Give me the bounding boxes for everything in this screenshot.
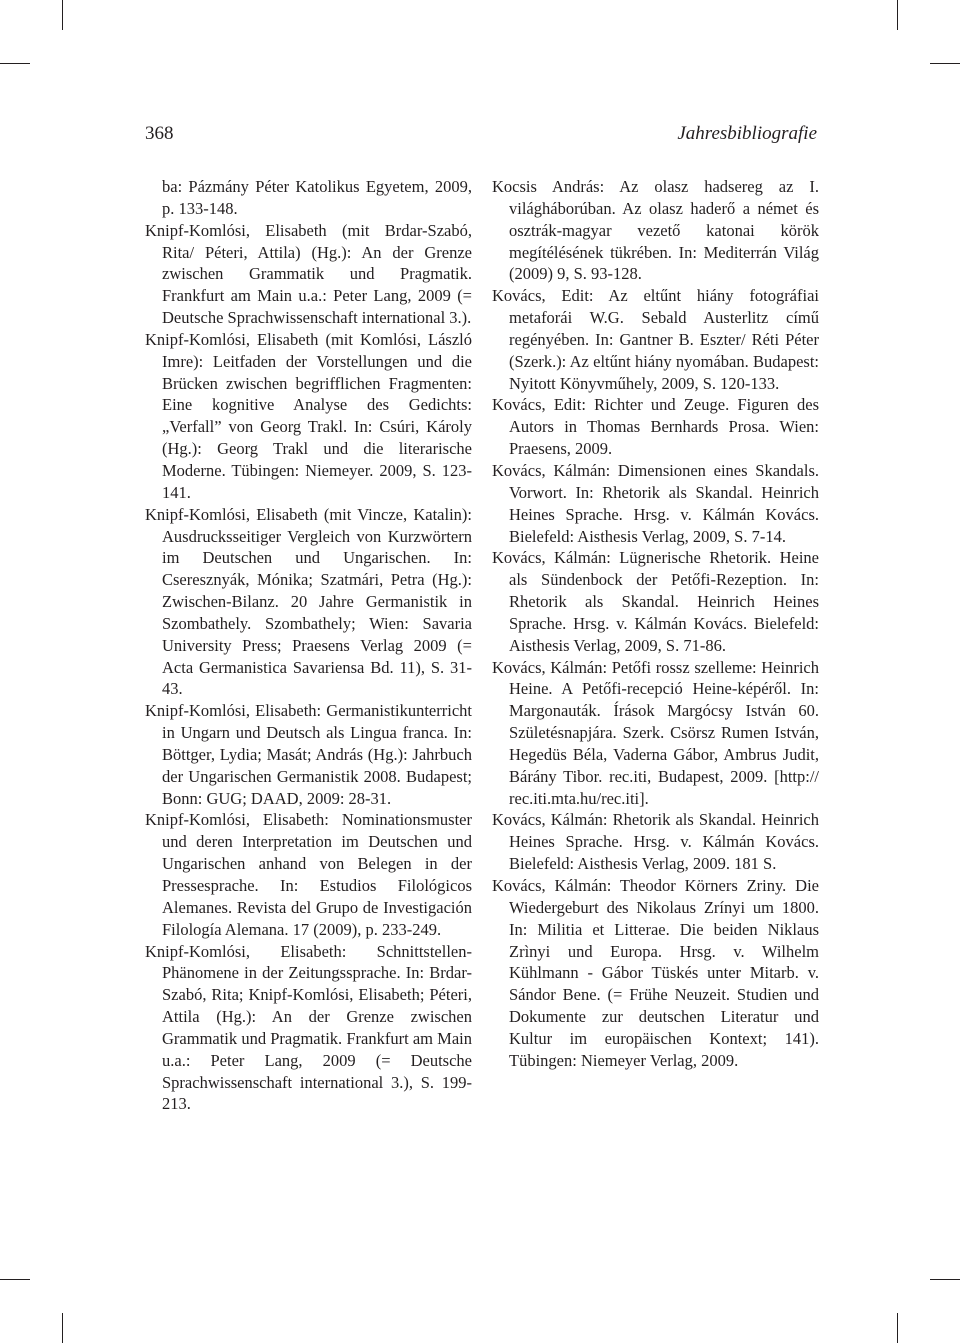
- right-column: [492, 176, 819, 1072]
- bibliography-entry: Kovács, Kálmán: Dimensionen eines Skandals. Vorwort. In: Rhetorik als Skandal. Heinrich Heines Sprache. Hrsg. v. Kálmán Kovács. Bielefeld: Aisthesis Verlag, 2009, S. 7-14.: [492, 460, 819, 546]
- running-title: Jahresbibliografie: [677, 123, 817, 144]
- bibliography-entry: Knipf-Komlósi, Elisabeth (mit Vincze, Katalin): Ausdrucksseitiger Vergleich von Kurzwörtern im Deutschen und Ungarischen. In: Cseresznyák, Mónika; Szatmári, Petra (Hg.): Zwischen-Bilanz. 20 Jahre Germanistik in Szombathely. Szombathely; Wien: Savaria University Press; Praesens Verlag 2009 (= Acta Germanistica Savariensa Bd. 11), S. 31-43.: [145, 504, 472, 699]
- crop-mark: [62, 1313, 63, 1343]
- crop-mark: [0, 63, 30, 64]
- bibliography-entry: Kovács, Edit: Richter und Zeuge. Figuren des Autors in Thomas Bernhards Prosa. Wien: Praesens, 2009.: [492, 395, 819, 459]
- crop-mark: [0, 1279, 30, 1280]
- bibliography-entry: Kovács, Kálmán: Petőfi rossz szelleme: Heinrich Heine. A Petőfi-recepció Heine-képéről. In: Margonauták. Írások Margócsy István 60. Születésnapjára. Szerk. Csörsz Rumen István, Hegedüs Béla, Vaderna Gábor, Ambrus Judit, Bárány Tibor. rec.iti, Budapest, 2009. [http:// rec.iti.mta.hu/rec.iti].: [492, 657, 819, 808]
- bibliography-entry: Kovács, Kálmán: Lügnerische Rhetorik. Heine als Sündenbock der Petőfi-Rezeption. In: Rhetorik als Skandal. Heinrich Heines Sprache. Hrsg. v. Kálmán Kovács. Bielefeld: Aisthesis Verlag, 2009, S. 71-86.: [492, 548, 819, 655]
- crop-mark: [897, 1313, 898, 1343]
- bibliography-entry: Knipf-Komlósi, Elisabeth: Nominationsmuster und deren Interpretation im Deutschen und Ungarischen anhand von Belegen in der Pressesprache. In: Estudios Filológicos Alemanes. Revista del Grupo de Investigación Filología Alemana. 17 (2009), p. 233-249.: [145, 810, 472, 939]
- bibliography-entry: Kovács, Kálmán: Rhetorik als Skandal. Heinrich Heines Sprache. Hrsg. v. Kálmán Kovács. Bielefeld: Aisthesis Verlag, 2009. 181 S.: [492, 810, 819, 874]
- bibliography-entry: Knipf-Komlósi, Elisabeth (mit Komlósi, László Imre): Leitfaden der Vorstellungen und die Brücken zwischen begrifflichen Fragmenten: Eine kognitive Analyse des Gedichts: „Verfall” von Georg Trakl. In: Csúri, Károly (Hg.): Georg Trakl und die literarische Moderne. Tübingen: Niemeyer. 2009, S. 123-141.: [145, 329, 472, 502]
- crop-mark: [62, 0, 63, 30]
- bibliography-entry: Knipf-Komlósi, Elisabeth: Schnittstellen-Phänomene in der Zeitungssprache. In: Brdar-Szabó, Rita; Knipf-Komlósi, Elisabeth; Péteri, Attila (Hg.): An der Grenze zwischen Grammatik und Pragmatik. Frankfurt am Main u.a.: Peter Lang, 2009 (= Deutsche Sprachwissenschaft international 3.), S. 199-213.: [145, 941, 472, 1114]
- crop-mark: [897, 0, 898, 30]
- bibliography-entry: Knipf-Komlósi, Elisabeth: Germanistikunterricht in Ungarn und Deutsch als Lingua franca. In: Böttger, Lydia; Masát; András (Hg.): Jahrbuch der Ungarischen Germanistik 2008. Budapest; Bonn: GUG; DAAD, 2009: 28-31.: [145, 701, 472, 808]
- page-number: 368: [145, 123, 174, 144]
- crop-mark: [930, 63, 960, 64]
- bibliography-entry: Kovács, Kálmán: Theodor Körners Zriny. Die Wiedergeburt des Nikolaus Zrínyi um 1800. In: Militia et Litterae. Die beiden Niklaus Zrìnyi und Europa. Hrsg. v. Wilhelm Kühlmann - Gábor Tüskés unter Mitarb. v. Sándor Bene. (= Frühe Neuzeit. Studien und Dokumente zur deutschen Literatur und Kultur im europäischen Kontext; 141). Tübingen: Niemeyer Verlag, 2009.: [492, 876, 819, 1070]
- bibliography-entry: Knipf-Komlósi, Elisabeth (mit Brdar-Szabó, Rita/ Péteri, Attila) (Hg.): An der Grenze zwischen Grammatik und Pragmatik. Frankfurt am Main u.a.: Peter Lang, 2009 (= Deutsche Sprachwissenschaft international 3.).: [145, 220, 472, 328]
- bibliography-entry: Kovács, Edit: Az eltűnt hiány fotográfiai metaforái W.G. Sebald Austerlitz című regényében. In: Gantner B. Eszter/ Réti Péter (Szerk.): Az eltűnt hiány nyomában. Budapest: Nyitott Könyvműhely, 2009, S. 120-133.: [492, 286, 819, 393]
- crop-mark: [930, 1279, 960, 1280]
- bibliography-entry: Kocsis András: Az olasz hadsereg az I. világháborúban. Az olasz haderő a német és osztrák-magyar vezető katonai körök megítélésének tükrében. In: Mediterrán Világ (2009) 9, S. 93-128.: [492, 177, 819, 284]
- left-column: [145, 176, 472, 1115]
- bibliography-entry: ba: Pázmány Péter Katolikus Egyetem, 2009, p. 133-148.: [162, 177, 472, 218]
